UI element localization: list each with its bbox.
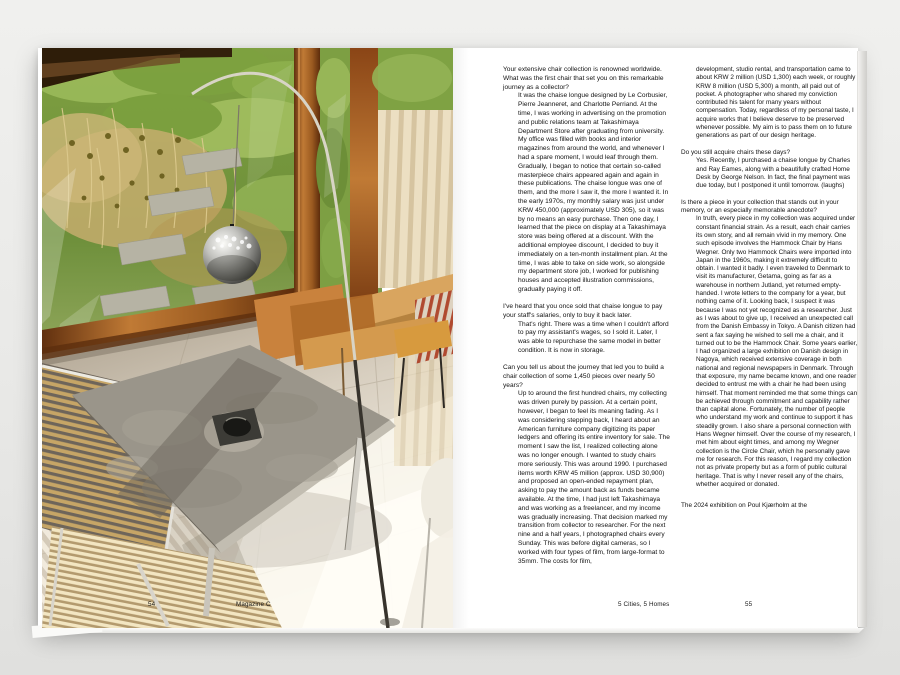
interview-question: I've heard that you once sold that chaise longue to pay your staff's salaries, only to buy it back later. bbox=[503, 303, 663, 319]
right-page bbox=[453, 48, 858, 628]
closing-paragraph: The 2024 exhibition on Poul Kjærholm at the bbox=[681, 502, 808, 510]
text-column-2 bbox=[681, 66, 858, 588]
interview-answer: Up to around the first hundred chairs, my collecting was driven purely by passion. At a certain point, however, I began to feel its meaning fading. As I was considering stepping back, I heard about an American furniture company digitizing its paper ledgers and offering its entire inventory for sale. The moment I saw the list, I realized collecting alone was no longer enough. I wanted to study chairs more seriously. This was around 1990. I purchased items worth KRW 45 million (approx. USD 30,900) and proposed an open-ended repayment plan, asking to pay the amount back as funds became available. At the time, I had just left Takashimaya and was working as a freelancer, and my income was gradually increasing. That decision marked my transition from collector to researcher. For the next nine and a half years, I photographed chairs every Sunday. This was before digital cameras, so I worked with four types of film, from large-format to 35mm. The costs for film, bbox=[518, 390, 670, 565]
right-page-number: 55 bbox=[745, 601, 753, 608]
text-column-1 bbox=[503, 66, 670, 575]
interview-question: Is there a piece in your collection that stands out in your memory, or an especially memorable anecdote? bbox=[681, 198, 839, 215]
left-page-number: 54 bbox=[148, 601, 156, 608]
interview-answer: That's right. There was a time when I couldn't afford to pay my assistant's wages, so I sold it. Later, I was able to repurchase the same model in better condition. It is now in storage. bbox=[518, 320, 669, 354]
interview-question: Can you tell us about the journey that led you to build a chair collection of some 1,450 pieces over nearly 50 years? bbox=[503, 364, 664, 389]
page-stack-edge bbox=[857, 51, 867, 627]
interview-answer: In truth, every piece in my collection was acquired under constant financial strain. As a result, each chair carries its own story, and all remain vivid in my memory. One such episode involves the Hammock Chair by Hans Wegner. Only two Hammock Chairs were imported into Japan in the 1960s, making it extremely difficult to obtain. I wanted it badly. I even traveled to Denmark to visit its manufacturer, Getama, going as far as a warehouse in northern Jutland, yet returned empty-handed. I wrote letters to the company for a year, but nothing came of it. Looking back, I suspect it was because I was not yet recognized as a researcher. Just as I was about to give up, I received an unexpected call from the Danish Embassy in Tokyo. A Danish citizen had sent a fax saying he wished to sell me a chair, and it turned out to be the Hammock Chair. Some years earlier, I had organized a large exhibition on Danish design in Nagoya, which received extensive coverage in both national and regional newspapers in Denmark. Through that exposure, my name became known, and one reader decided to entrust me with a chair he had been using himself. That moment reminded me that some things can be achieved through commitment and capability rather than capital alone. Fortunately, the number of people who understand my work and continue to support it has steadily grown. I also share a personal connection with Hans Wegner himself. Over the course of my research, I met him about eight times, and among my Wegner collection is the Circle Chair, which he personally gave me for research. For this reason, I regard my collection not as private property but as a form of public cultural heritage. That is why I never resell any of the chairs, whether acquired or donated. bbox=[696, 215, 858, 488]
interview-question: Do you still acquire chairs these days? bbox=[681, 148, 791, 156]
interview-answer: development, studio rental, and transportation came to about KRW 2 million (USD 1,300) each week, or roughly KRW 8 million (USD 5,300) a month, all paid out of pocket. A photographer who shared my conviction contributed his talent for many years without compensation. Today, regardless of my personal taste, I acquire works that I believe deserve to be preserved whenever possible. My aim is to pass them on to future generations as part of our design heritage. bbox=[696, 66, 856, 140]
page-bottom-edge bbox=[39, 628, 864, 633]
interview-answer: Yes. Recently, I purchased a chaise longue by Charles and Ray Eames, along with a beautifully crafted Home Desk by George Nelson. In fact, the final payment was due today, but I postponed it until tomorrow. (laughs) bbox=[696, 157, 851, 190]
right-running-title: 5 Cities, 5 Homes bbox=[618, 601, 670, 608]
interior-photo bbox=[42, 48, 453, 628]
interview-answer: It was the chaise longue designed by Le Corbusier, Pierre Jeanneret, and Charlotte Perriand. At the time, I was working in advertising on the promotion and public relations team at Takashimaya Department Store after graduating from university. My office was filled with books and interior magazines from around the world, and whenever I had a spare moment, I would leaf through them. Gradually, I began to notice that certain so-called masterpiece chairs appeared again and again in these publications. The chaise longue was one of them, and the more I saw it, the more I wanted it. In the early 1970s, my monthly salary was just under KRW 450,000 (approximately USD 305), so it was by no means an easy purchase. Then one day, I learned that the piece on display at a Takashimaya store was being offered at a discount. With the additional employee discount, I decided to buy it immediately on a ten-month installment plan. At the time, I was able to take on side work, so alongside my department store job, I worked for publishing houses and accepted illustration commissions, gradually paying it off. bbox=[518, 92, 669, 293]
interview-question: Your extensive chair collection is renowned worldwide. What was the first chair that set you on this remarkable journey as a collector? bbox=[503, 66, 664, 91]
magazine-spread bbox=[38, 48, 858, 628]
left-running-title: Magazine C bbox=[236, 601, 271, 608]
left-page bbox=[38, 48, 453, 628]
